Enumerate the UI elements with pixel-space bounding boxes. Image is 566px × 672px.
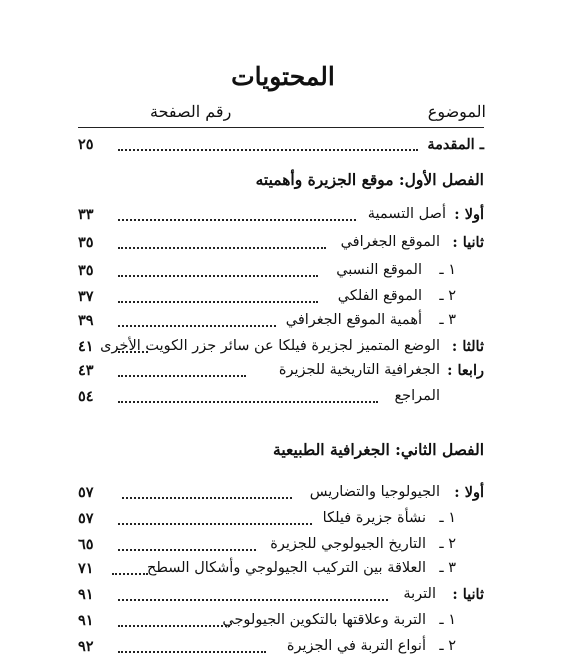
page-number-header: رقم الصفحة: [150, 102, 232, 121]
toc-row: [0, 560, 566, 582]
toc-number: ٣ ـ: [439, 560, 456, 576]
toc-label: أصل التسمية: [367, 206, 446, 222]
leader-dots: [118, 301, 318, 303]
leader-dots: [112, 573, 148, 575]
toc-number: ١ ـ: [439, 262, 456, 278]
toc-row: [0, 262, 566, 284]
toc-page-number: ٧١: [78, 560, 94, 577]
toc-label: المراجع: [394, 388, 440, 404]
toc-row: [0, 234, 566, 256]
toc-row: [0, 510, 566, 532]
leader-dots: [118, 247, 326, 249]
toc-page-number: ٥٧: [78, 510, 94, 527]
toc-label: التربة وعلاقتها بالتكوين الجيولوجي: [222, 612, 426, 628]
toc-number: ٣ ـ: [439, 312, 456, 328]
leader-dots: [118, 651, 266, 653]
toc-row: [0, 338, 566, 360]
toc-page-number: ٣٥: [78, 262, 94, 279]
leader-dots: [118, 375, 246, 377]
toc-row: [0, 388, 566, 410]
toc-page-number: ٩٢: [78, 638, 94, 655]
subject-header: الموضوع: [427, 102, 486, 121]
toc-label: نشأة جزيرة فيلكا: [322, 510, 426, 526]
leader-dots: [118, 325, 276, 327]
toc-label: الجغرافية التاريخية للجزيرة: [278, 362, 440, 378]
toc-label: التاريخ الجيولوجي للجزيرة: [270, 536, 426, 552]
toc-page-number: ٥٤: [78, 388, 94, 405]
toc-label: أهمية الموقع الجغرافي: [285, 312, 422, 328]
leader-dots: [118, 219, 356, 221]
chapter-1-title: الفصل الأول: موقع الجزيرة وأهميته: [255, 170, 484, 189]
toc-label: الجيولوجيا والتضاريس: [309, 484, 440, 500]
leader-dots: [118, 523, 312, 525]
toc-page-number: ٩١: [78, 586, 94, 603]
toc-number: أولا :: [454, 206, 484, 223]
leader-dots: [118, 599, 388, 601]
toc-row: [0, 312, 566, 334]
toc-label: الموقع الفلكي: [337, 288, 422, 304]
toc-label: أنواع التربة في الجزيرة: [286, 638, 426, 654]
toc-row: [0, 288, 566, 310]
toc-page-number: ٥٧: [78, 484, 94, 501]
toc-number: ثالثا :: [451, 338, 484, 355]
toc-number: ٢ ـ: [439, 288, 456, 304]
toc-row-intro: [0, 136, 566, 158]
leader-dots: [118, 149, 418, 151]
chapter-2-title: الفصل الثاني: الجغرافية الطبيعية: [273, 440, 484, 459]
toc-page-number: ٣٩: [78, 312, 94, 329]
toc-page-number: ٣٥: [78, 234, 94, 251]
toc-row: [0, 206, 566, 228]
toc-label: الموقع الجغرافي: [340, 234, 440, 250]
toc-row: [0, 362, 566, 384]
toc-label: التربة: [403, 586, 436, 602]
toc-number: ٢ ـ: [439, 536, 456, 552]
toc-row: [0, 612, 566, 634]
toc-page-number: ٢٥: [78, 136, 94, 153]
toc-page-number: ٦٥: [78, 536, 94, 553]
toc-page-number: ٣٣: [78, 206, 94, 223]
toc-row: [0, 536, 566, 558]
toc-number: أولا :: [454, 484, 484, 501]
leader-dots: [118, 401, 378, 403]
toc-label: ـ المقدمة: [427, 136, 484, 153]
toc-row: [0, 586, 566, 608]
leader-dots: [118, 275, 318, 277]
toc-label: الموقع النسبي: [336, 262, 422, 278]
toc-number: ١ ـ: [439, 612, 456, 628]
toc-page-number: ٣٧: [78, 288, 94, 305]
leader-dots: [122, 497, 292, 499]
leader-dots: [118, 625, 230, 627]
toc-label: العلاقة بين التركيب الجيولوجي وأشكال السطح: [146, 560, 426, 576]
toc-page-number: ٤١: [78, 338, 94, 355]
toc-number: ثانيا :: [452, 234, 484, 251]
toc-row: [0, 484, 566, 506]
toc-number: ٢ ـ: [439, 638, 456, 654]
page-title: المحتويات: [231, 62, 335, 91]
leader-dots: [118, 351, 148, 353]
toc-number: ثانيا :: [452, 586, 484, 603]
toc-page-number: ٤٣: [78, 362, 94, 379]
toc-number: ١ ـ: [439, 510, 456, 526]
toc-page-number: ٩١: [78, 612, 94, 629]
toc-label: الوضع المتميز لجزيرة فيلكا عن سائر جزر الكويت الأخرى: [100, 338, 440, 354]
toc-number: رابعا :: [447, 362, 484, 379]
leader-dots: [118, 549, 256, 551]
toc-row: [0, 638, 566, 660]
header-divider: [78, 127, 484, 128]
